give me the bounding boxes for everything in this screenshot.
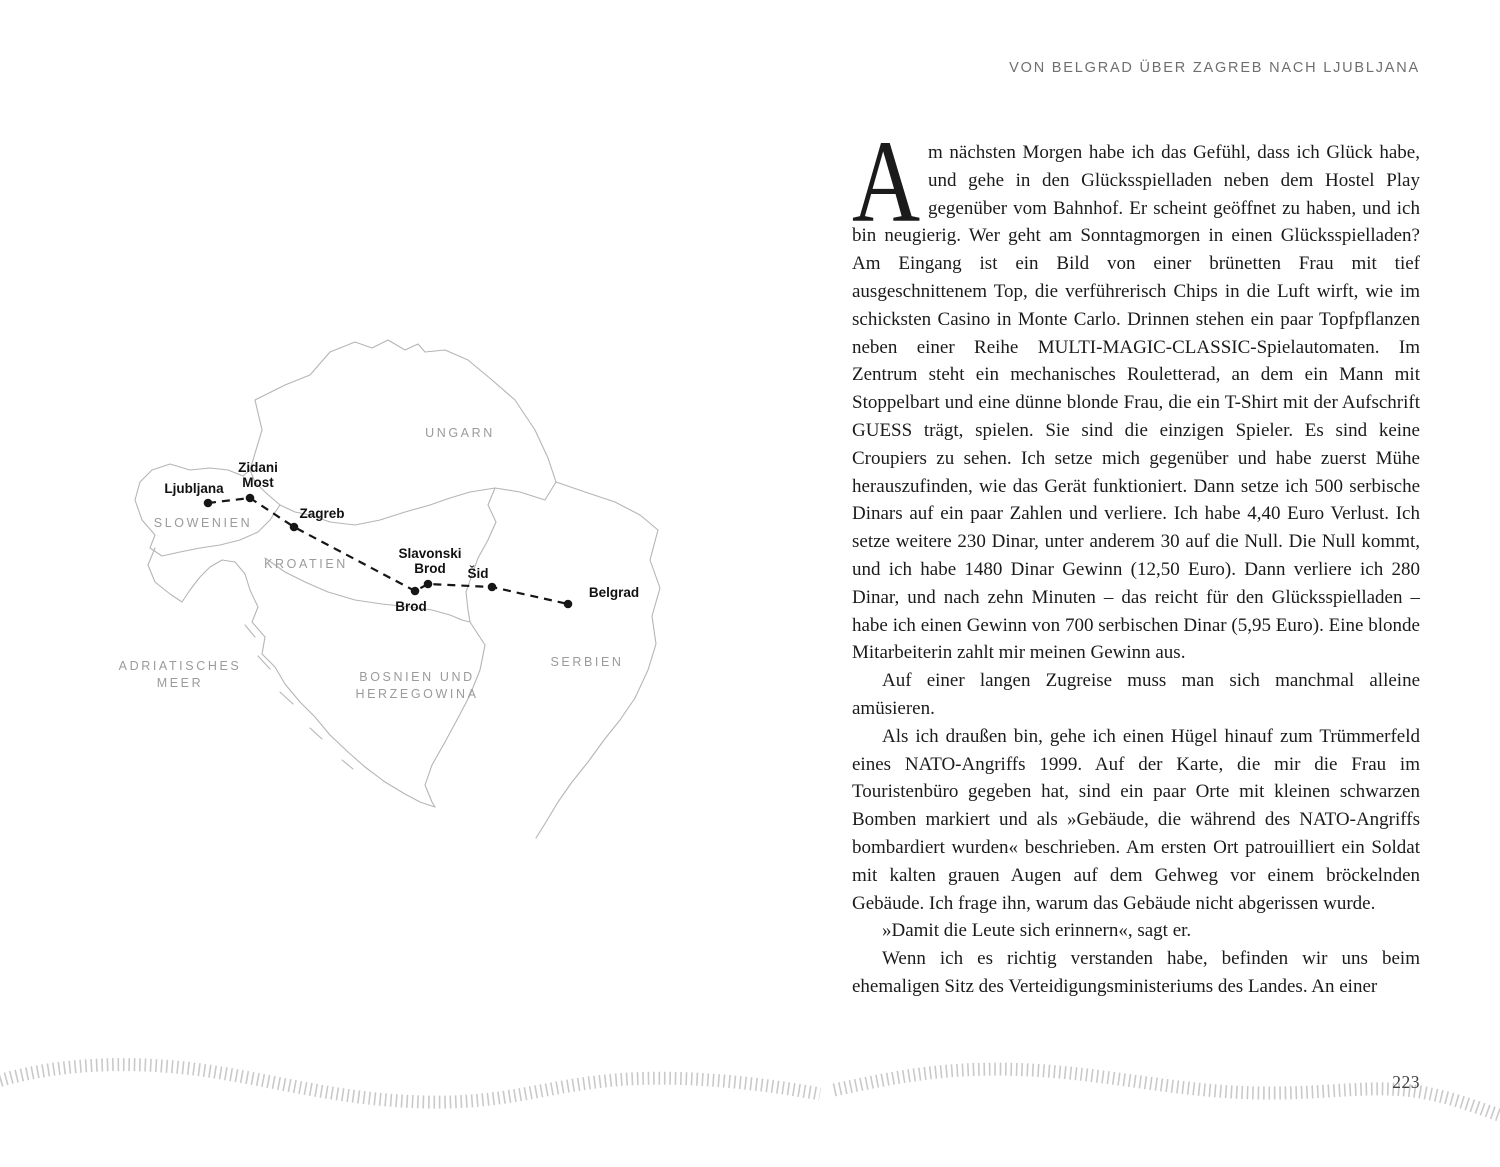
train-route-line xyxy=(208,498,568,604)
railway-track-segment-left xyxy=(0,1065,820,1103)
map-svg xyxy=(60,320,780,840)
city-label-zidani-most: Zidani Most xyxy=(238,460,278,490)
border-hungary xyxy=(250,340,556,525)
region-label-slowenien: SLOWENIEN xyxy=(153,516,253,530)
paragraph: Als ich draußen bin, gehe ich einen Hügel hinauf zum Trümmerfeld eines NATO-Angriffs 1999. Auf der Karte, die mir die Frau im Touristenbüro gegeben hat, sind ein paar Orte mit kleinen schwarzen Bomben markiert und als »Gebäude, die während des NATO-Angriffs bombardiert wurden« beschrieben. Am ersten Ort patrouilliert ein Soldat mit kalten grauen Augen auf dem Gehweg vor einem bröckelnden Gebäude. Ich frage ihn, warum das Gebäude nicht abgerissen wurde. xyxy=(852,725,1420,914)
drop-cap: A xyxy=(852,116,921,247)
border-serbia-north xyxy=(556,482,658,530)
running-header: VON BELGRAD ÜBER ZAGREB NACH LJUBLJANA xyxy=(1009,60,1420,76)
city-dot-ljubljana xyxy=(204,499,213,508)
railway-track-decoration xyxy=(0,1020,1500,1167)
region-label-ungarn: UNGARN xyxy=(425,426,495,440)
paragraph: »Damit die Leute sich erinnern«, sagt er. xyxy=(882,920,1192,942)
city-dot-belgrad xyxy=(564,600,573,609)
city-label-id: Šid xyxy=(467,566,489,581)
region-label-kroatien: KROATIEN xyxy=(264,557,348,571)
border-serbia-east xyxy=(536,530,660,838)
border-croatia-serbia xyxy=(466,488,496,622)
article-body xyxy=(852,116,1420,1001)
region-label-bosnien-und-herzegowina: BOSNIEN UND HERZEGOWINA xyxy=(355,670,479,701)
island-line xyxy=(310,728,322,739)
island-line xyxy=(245,625,255,637)
country-borders xyxy=(135,340,660,838)
island-line xyxy=(342,760,353,769)
city-dot-id xyxy=(488,583,497,592)
city-label-belgrad: Belgrad xyxy=(588,585,640,600)
balkan-route-map xyxy=(60,320,780,840)
city-dot-brod xyxy=(411,587,420,596)
city-dot-zidani-most xyxy=(246,494,255,503)
border-bosnia-east xyxy=(425,622,485,807)
paragraph: Auf einer langen Zugreise muss man sich manchmal alleine amüsieren. xyxy=(852,670,1420,719)
city-label-slavonski-brod: Slavonski Brod xyxy=(398,546,462,576)
train-route-layer xyxy=(204,494,573,609)
page-number: 223 xyxy=(1392,1072,1420,1092)
city-label-zagreb: Zagreb xyxy=(299,506,345,521)
island-line xyxy=(280,692,293,704)
region-label-serbien: SERBIEN xyxy=(550,655,624,669)
city-dot-slavonski-brod xyxy=(424,580,433,589)
city-dot-zagreb xyxy=(290,523,299,532)
city-label-ljubljana: Ljubljana xyxy=(164,481,224,496)
paragraph: Am nächsten Morgen habe ich das Gefühl, dass ich Glück habe, und gehe in den Glücksspielladen neben dem Hostel Play gegenüber vom Bahnhof. Er scheint geöffnet zu haben, und ich bin neugierig. Wer geht am Sonntagmorgen in einen Glücksspielladen? Am Eingang ist ein Bild von einer brünetten Frau mit tief ausgeschnittenem Top, die verführerisch Chips in die Luft wirft, wie im schicksten Casino in Monte Carlo. Drinnen stehen ein paar Topfpflanzen neben einer Reihe MULTI-MAGIC-CLASSIC-Spielautomaten. Im Zentrum steht ein mechanisches Rouletterad, an dem ein Mann mit Stoppelbart und eine dünne blonde Frau, die ein T-Shirt mit der Aufschrift GUESS trägt, spielen. Sie sind die einzigen Spieler. Es sind keine Croupiers zu sehen. Ich setze mich gegenüber und habe zuerst Mühe herauszufinden, wie das Gerät funktioniert. Dann setze ich 500 serbische Dinars auf ein paar Zahlen und verliere. Ich habe 4,40 Euro Verlust. Ich setze weitere 230 Dinar, unter anderem 30 auf die Null. Die Null kommt, und ich habe 1480 Dinar Gewinn (12,50 Euro). Dann verliere ich 280 Dinar, und nach zehn Minuten – das reicht für den Glücksspielladen – habe ich einen Gewinn von 700 serbischen Dinar (5,95 Euro). Eine blonde Mitarbeiterin zahlt mir meinen Gewinn aus. xyxy=(852,116,1420,664)
map-labels-layer xyxy=(119,426,639,701)
paragraph: Wenn ich es richtig verstanden habe, befinden wir uns beim ehemaligen Sitz des Verteidigungsministeriums des Landes. An einer xyxy=(852,948,1420,997)
city-label-brod: Brod xyxy=(395,599,427,614)
region-label-adriatisches-meer: ADRIATISCHES MEER xyxy=(118,659,242,690)
island-line xyxy=(258,656,270,669)
